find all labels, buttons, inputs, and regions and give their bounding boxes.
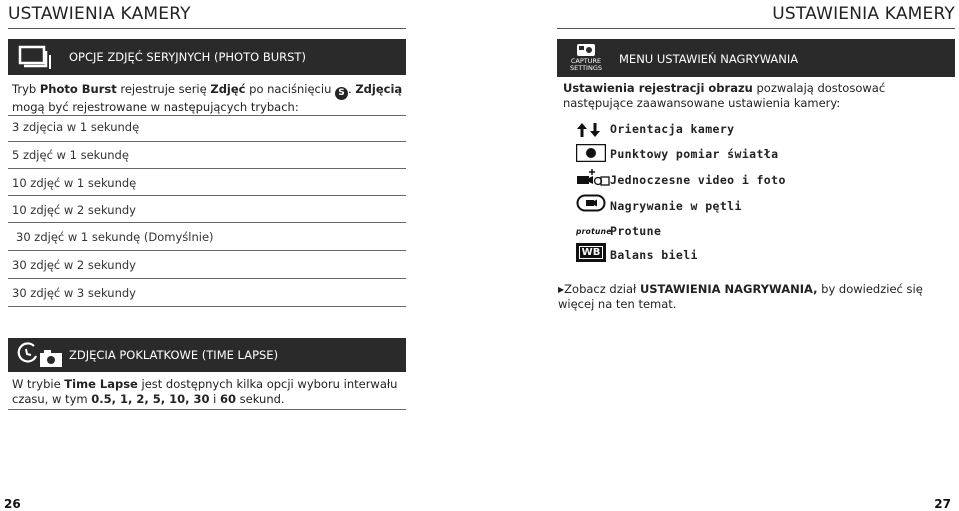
- divider: [8, 115, 406, 116]
- burst-option: 10 zdjęć w 2 sekundy: [12, 203, 136, 217]
- capture-intro: Ustawienia rejestracji obrazu pozwalają dostosować następujące zaawansowane ustawienia kamery:: [563, 81, 886, 110]
- menu-heading: MENU USTAWIEŃ NAGRYWANIA: [619, 52, 799, 66]
- orientation-icon: [576, 122, 602, 138]
- burst-option: 30 zdjęć w 2 sekundy: [12, 258, 136, 272]
- protune-logo: protune: [576, 227, 612, 236]
- setting-item: Jednoczesne video i foto: [610, 173, 786, 187]
- divider: [8, 409, 406, 410]
- setting-item: Nagrywanie w pętli: [610, 199, 742, 213]
- burst-option: 3 zdjęcia w 1 sekundę: [12, 120, 140, 134]
- burst-intro: Tryb Photo Burst rejestruje serię Zdjęć po naciśnięciu S . Zdjęcią mogą być rejestrowane w następujących trybach:: [12, 82, 403, 114]
- time-lapse-icon: [16, 342, 64, 368]
- spot-meter-icon: [576, 144, 606, 162]
- divider: [8, 250, 406, 251]
- setting-item: Punktowy pomiar światła: [610, 147, 779, 161]
- see-also-note: ▶Zobacz dział USTAWIENIA NAGRYWANIA, by dowiedzieć się więcej na ten temat.: [558, 282, 923, 311]
- burst-header-bar: [8, 39, 406, 75]
- burst-option: 30 zdjęć w 3 sekundy: [12, 286, 136, 300]
- right-page-title: USTAWIENIA KAMERY: [772, 4, 955, 24]
- timelapse-text: W trybie Time Lapse jest dostępnych kilka opcji wyboru interwału czasu, w tym 0.5, 1, 2, 5, 10, 30 i 60 sekund.: [12, 377, 398, 406]
- title-rule: [8, 28, 406, 29]
- arrow-right-icon: ▶: [558, 285, 565, 294]
- burst-heading: OPCJE ZDJĘĆ SERYJNYCH (PHOTO BURST): [69, 50, 306, 64]
- burst-option: 5 zdjęć w 1 sekundę: [12, 148, 129, 162]
- divider: [8, 168, 406, 169]
- divider: [8, 306, 406, 307]
- timelapse-header-bar: [8, 338, 406, 372]
- burst-icon: [18, 45, 56, 69]
- divider: [8, 278, 406, 279]
- left-page-number: 26: [4, 497, 21, 511]
- burst-option: 10 zdjęć w 1 sekundę: [12, 176, 137, 190]
- capture-settings-label: CAPTURE SETTINGS: [569, 57, 602, 72]
- burst-option: 30 zdjęć w 1 sekundę (Domyślnie): [16, 230, 214, 244]
- setting-item: Protune: [610, 224, 662, 238]
- left-page-title: USTAWIENIA KAMERY: [8, 4, 191, 24]
- divider: [8, 195, 406, 196]
- setting-item: Orientacja kamery: [610, 122, 735, 136]
- title-rule: [557, 28, 955, 29]
- timelapse-heading: ZDJĘCIA POKLATKOWE (TIME LAPSE): [69, 348, 279, 362]
- camera-settings-icon: [576, 43, 596, 57]
- shutter-button-icon: S: [335, 87, 348, 100]
- white-balance-icon: WB: [576, 243, 606, 262]
- capture-settings-bar: [557, 39, 955, 77]
- divider: [8, 222, 406, 223]
- right-page-number: 27: [934, 497, 951, 511]
- looping-icon: [576, 194, 606, 212]
- divider: [8, 141, 406, 142]
- video-photo-icon: [576, 167, 610, 187]
- setting-item: Balans bieli: [610, 248, 698, 262]
